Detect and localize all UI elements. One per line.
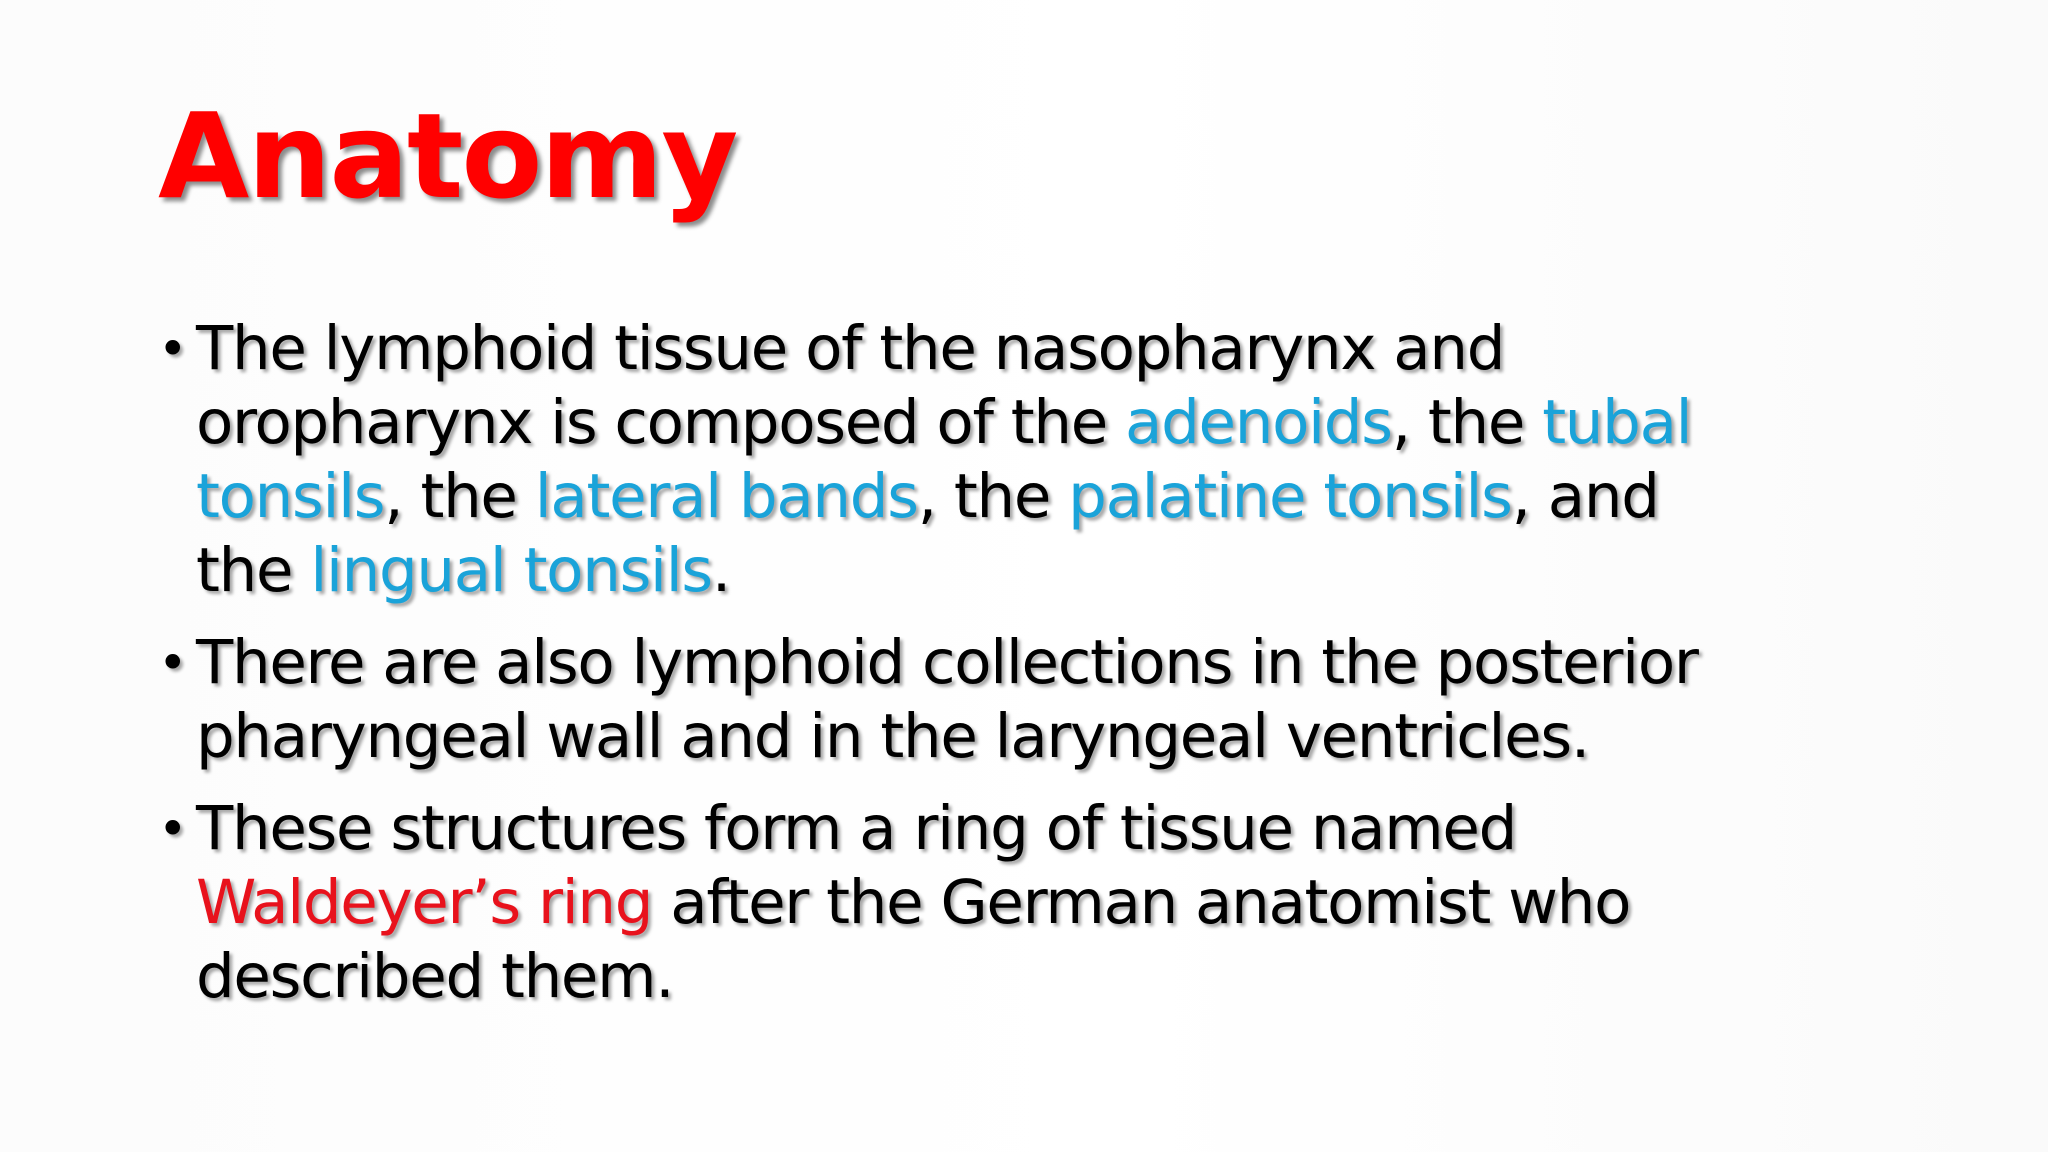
- term-adenoids: adenoids: [1125, 387, 1392, 458]
- bullet-item-lymphoid-collections: [158, 626, 2018, 774]
- text-run: , the: [384, 461, 535, 532]
- text-run: the: [196, 535, 311, 606]
- text-run: There are also lymphoid collections in the posterior: [196, 627, 1698, 698]
- text-line: [196, 460, 2018, 534]
- term-tubal-tonsils-part2: tonsils: [196, 461, 385, 532]
- text-run: described them.: [196, 941, 674, 1012]
- bullet-item-lymphoid-tissue: [158, 312, 2018, 608]
- text-run: oropharynx is composed of the: [196, 387, 1126, 458]
- term-waldeyers-ring: Waldeyer’s ring: [196, 867, 653, 938]
- bullet-icon: •: [158, 634, 187, 692]
- text-run: , the: [1391, 387, 1543, 458]
- text-line: [196, 312, 2018, 386]
- term-lingual-tonsils: lingual tonsils: [310, 535, 712, 606]
- bullet-icon: •: [158, 800, 187, 858]
- term-palatine-tonsils: palatine tonsils: [1068, 461, 1512, 532]
- text-run: , the: [917, 461, 1069, 532]
- text-line: [196, 700, 2018, 774]
- text-run: The lymphoid tissue of the nasopharynx and: [196, 313, 1505, 384]
- bullet-list: [158, 312, 2018, 1032]
- text-line: [196, 626, 2018, 700]
- bullet-icon: •: [158, 320, 187, 378]
- slide-title: Anatomy: [158, 87, 737, 225]
- text-run: .: [711, 535, 730, 606]
- text-line: [196, 386, 2018, 460]
- text-run: , and: [1511, 461, 1659, 532]
- bullet-item-waldeyers-ring: [158, 792, 2018, 1014]
- text-line: [196, 866, 2018, 940]
- text-line: [196, 940, 2018, 1014]
- text-run: after the German anatomist who: [652, 867, 1631, 938]
- term-tubal-tonsils-part1: tubal: [1542, 387, 1692, 458]
- text-run: pharyngeal wall and in the laryngeal ventricles.: [196, 701, 1589, 772]
- term-lateral-bands: lateral bands: [534, 461, 918, 532]
- text-line: [196, 792, 2018, 866]
- text-line: [196, 534, 2018, 608]
- text-run: These structures form a ring of tissue named: [196, 793, 1517, 864]
